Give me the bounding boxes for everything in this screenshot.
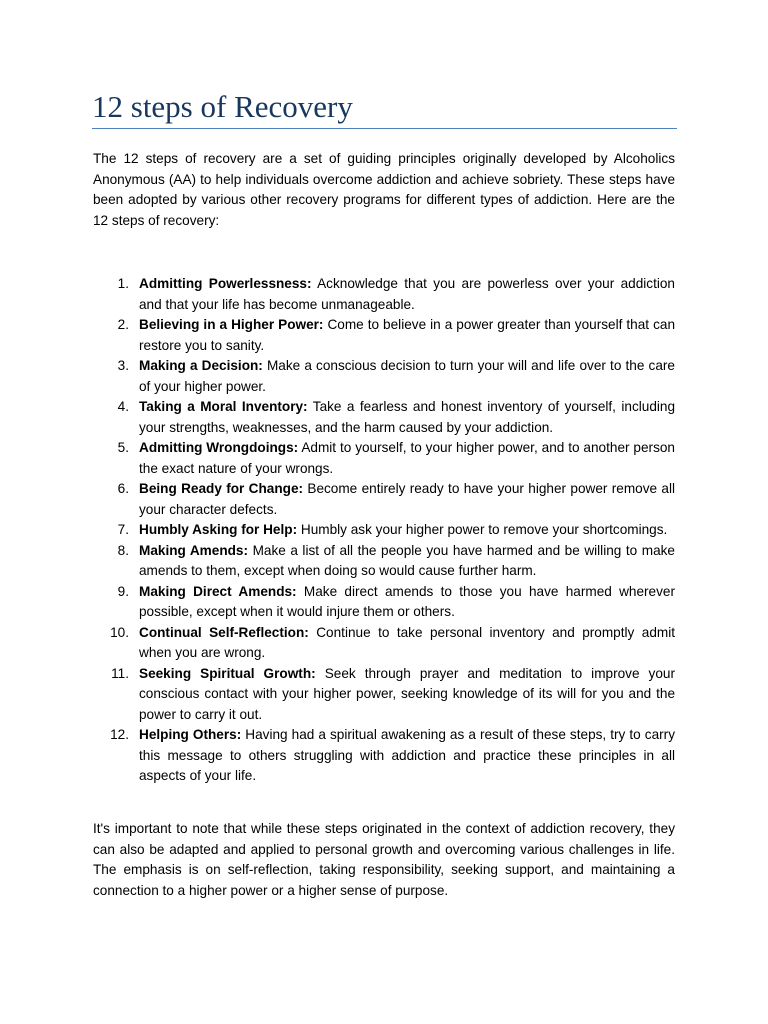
step-text: Take a fearless and honest inventory of yourself, including your strengths, weaknesses, and the harm caused by your addiction. [139, 399, 676, 435]
step-text: Make direct amends to those you have harmed wherever possible, except when it would injure them or others. [139, 583, 676, 619]
step-text: Make a conscious decision to turn your will and life over to the care of your higher power. [139, 358, 675, 394]
step-text: Humbly ask your higher power to remove your shortcomings. [300, 522, 668, 537]
step-number: 1. [117, 276, 129, 291]
step-number: 7. [117, 522, 129, 537]
list-item [93, 520, 675, 541]
list-item [93, 541, 675, 582]
list-item [93, 479, 675, 520]
step-text: Come to believe in a power greater than yourself that can restore you to sanity. [139, 317, 675, 353]
page-title: 12 steps of Recovery [92, 89, 353, 124]
list-item [93, 438, 675, 479]
step-title: Helping Others: [139, 727, 242, 742]
step-title: Continual Self-Reflection: [139, 624, 309, 640]
step-title: Taking a Moral Inventory: [139, 399, 308, 414]
step-title: Making Direct Amends: [139, 583, 297, 599]
steps-list [93, 274, 675, 787]
step-title: Being Ready for Change: [139, 481, 304, 496]
list-item [93, 356, 675, 397]
list-item [93, 397, 675, 438]
list-item [93, 274, 675, 315]
step-title: Making a Decision: [139, 358, 263, 373]
step-text: Continue to take personal inventory and promptly admit when you are wrong. [139, 624, 676, 660]
step-title: Making Amends: [139, 542, 249, 558]
step-title: Believing in a Higher Power: [139, 317, 324, 332]
step-number: 4. [117, 399, 129, 414]
list-item [93, 623, 675, 664]
step-number: 11. [111, 665, 129, 681]
step-number: 8. [117, 542, 129, 558]
step-number: 5. [117, 440, 129, 455]
step-number: 3. [117, 358, 129, 373]
step-text: Having had a spiritual awakening as a result of these steps, try to carry this message to others struggling with addiction and practice these principles in all aspects of your life. [139, 727, 675, 783]
closing-paragraph: It's important to note that while these steps originated in the context of addiction recovery, they can also be adapted and applied to personal growth and overcoming various challenges in life. The emphasis is on self-reflection, taking responsibility, seeking support, and maintaining a connection to a higher power or a higher sense of purpose. [93, 821, 675, 898]
step-number: 9. [117, 583, 129, 599]
list-item [93, 582, 675, 623]
step-number: 2. [117, 317, 129, 332]
step-number: 12. [110, 727, 129, 742]
step-text: Acknowledge that you are powerless over your addiction and that your life has become unmanageable. [139, 276, 675, 312]
step-title: Humbly Asking for Help: [139, 522, 298, 537]
step-title: Admitting Wrongdoings: [139, 440, 299, 455]
step-text: Make a list of all the people you have harmed and be willing to make amends to them, except when doing so would cause further harm. [139, 542, 675, 578]
step-text: Seek through prayer and meditation to improve your conscious contact with your higher power, seeking knowledge of its will for you and the power to carry it out. [139, 665, 675, 722]
step-title: Admitting Powerlessness: [139, 276, 312, 291]
step-number: 6. [117, 481, 129, 496]
step-title: Seeking Spiritual Growth: [139, 665, 316, 681]
step-text: Admit to yourself, to your higher power, and to another person the exact nature of your wrongs. [139, 440, 675, 476]
step-text: Become entirely ready to have your higher power remove all your character defects. [139, 481, 676, 517]
step-number: 10. [110, 624, 129, 640]
intro-paragraph: The 12 steps of recovery are a set of guiding principles originally developed by Alcoholics Anonymous (AA) to help individuals overcome addiction and achieve sobriety. These steps have been adopted by various other recovery programs for different types of addiction. Here are the 12 steps of recovery: [93, 151, 675, 228]
title-underline [92, 128, 677, 129]
list-item [93, 725, 675, 787]
list-item [93, 315, 675, 356]
list-item [93, 664, 675, 726]
